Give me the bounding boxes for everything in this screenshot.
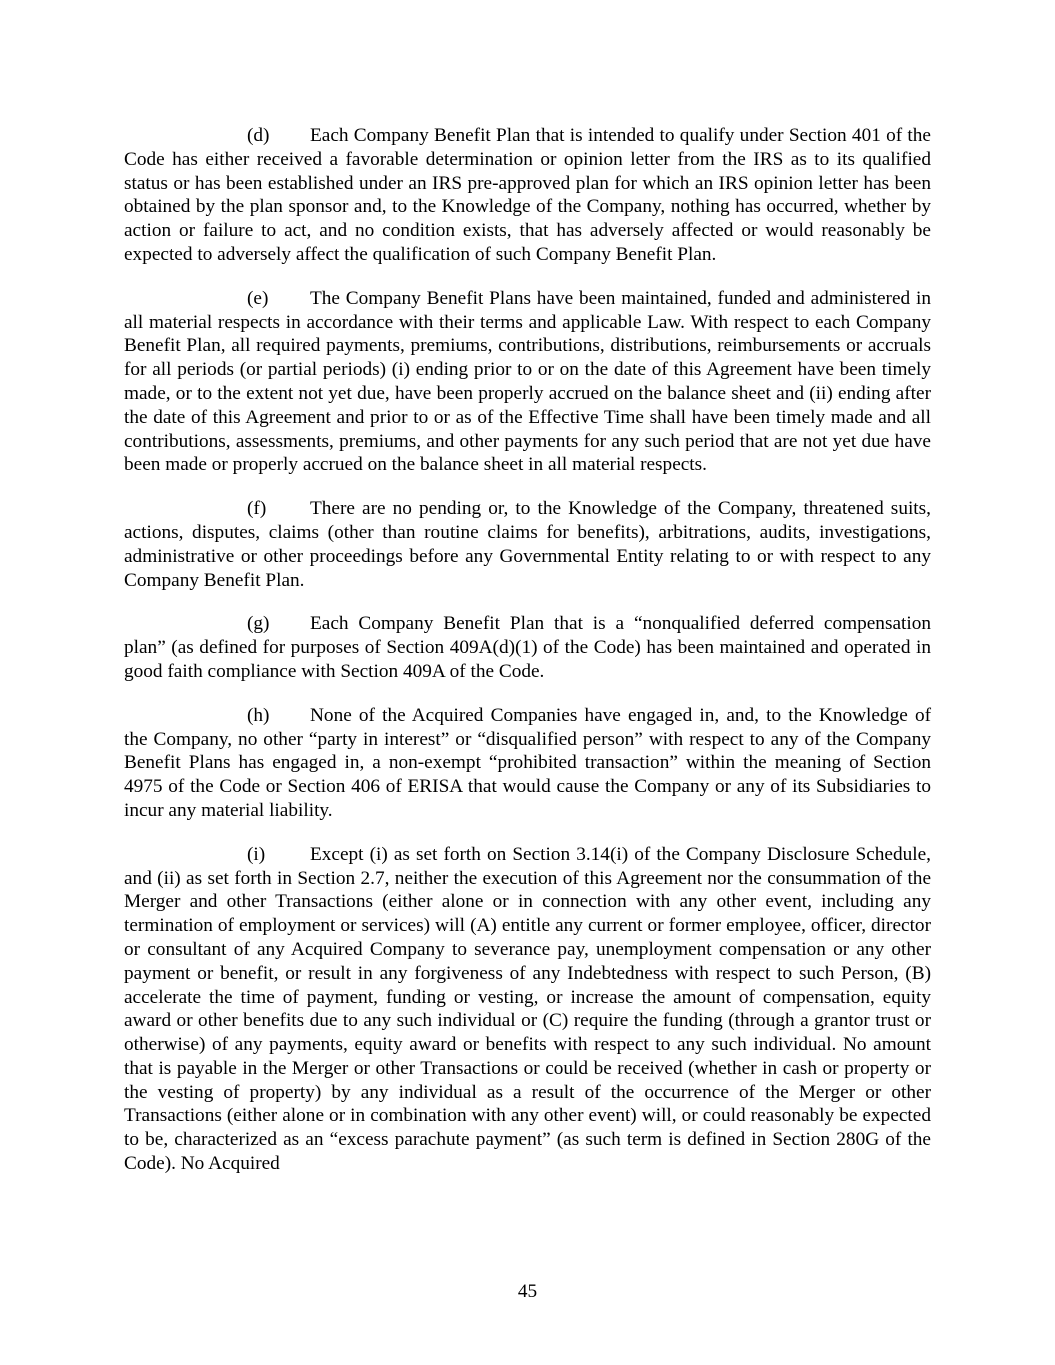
paragraph-label: (f)	[247, 498, 267, 520]
paragraph-label: (d)	[247, 125, 270, 146]
document-body	[124, 124, 931, 1196]
paragraph-label: (e)	[247, 287, 269, 309]
paragraph-label: (h)	[247, 704, 270, 726]
paragraph-f	[124, 497, 931, 592]
paragraph-label: (g)	[247, 613, 270, 635]
paragraph-text: There are no pending or, to the Knowledge of the Company, threatened suits, actions, disputes, claims (other than routine claims for benefits), arbitrations, audits, investigations, administrative or other proceedings before any Governmental Entity relating to or with respect to any Company Benefit Plan.	[124, 498, 931, 591]
paragraph-e	[124, 287, 931, 477]
page-number: 45	[517, 1281, 538, 1302]
paragraph-h	[124, 704, 931, 823]
paragraph-text: Each Company Benefit Plan that is intended to qualify under Section 401 of the Code has either received a favorable determination or opinion letter from the IRS as to its qualified status or has been established under an IRS pre-approved plan for which an IRS opinion letter has been obtained by the plan sponsor and, to the Knowledge of the Company, nothing has occurred, whether by action or failure to act, and no condition exists, that has adversely affected or would reasonably be expected to adversely affect the qualification of such Company Benefit Plan.	[124, 125, 931, 265]
paragraph-text: Each Company Benefit Plan that is a “nonqualified deferred compensation plan” (as defined for purposes of Section 409A(d)(1) of the Code) has been maintained and operated in good faith compliance with Section 409A of the Code.	[124, 613, 931, 682]
paragraph-i	[124, 843, 931, 1176]
paragraph-d	[124, 124, 931, 267]
paragraph-text: Except (i) as set forth on Section 3.14(i) of the Company Disclosure Schedule, and (ii) as set forth in Section 2.7, neither the execution of this Agreement nor the consummation of the Merger and other Transactions (either alone or in connection with any other event, including any termination of employment or services) will (A) entitle any current or former employee, officer, director or consultant of any Acquired Company to severance pay, unemployment compensation or any other payment or benefit, or result in any forgiveness of any Indebtedness with respect to such Person, (B) accelerate the time of payment, funding or vesting, or increase the amount of compensation, equity award or other benefits due to any such individual or (C) require the funding (through a grantor trust or otherwise) of any payments, equity award or benefits with respect to any such individual. No amount that is payable in the Merger or other Transactions or could be received (whether in cash or property or the vesting of property) by any individual as a result of the occurrence of the Merger or other Transactions (either alone or in combination with any other event) will, or could reasonably be expected to be, characterized as an “excess parachute payment” (as such term is defined in Section 280G of the Code). No Acquired	[124, 843, 931, 1175]
paragraph-text: The Company Benefit Plans have been maintained, funded and administered in all material respects in accordance with their terms and applicable Law. With respect to each Company Benefit Plan, all required payments, premiums, contributions, distributions, reimbursements or accruals for all periods (or partial periods) (i) ending prior to or on the date of this Agreement have been timely made, or to the extent not yet due, have been properly accrued on the balance sheet and (ii) ending after the date of this Agreement and prior to or as of the Effective Time shall have been timely made and all contributions, assessments, premiums, and other payments for any such period that are not yet due have been made or properly accrued on the balance sheet in all material respects.	[124, 287, 931, 476]
paragraph-g	[124, 612, 931, 683]
paragraph-text: None of the Acquired Companies have engaged in, and, to the Knowledge of the Company, no other “party in interest” or “disqualified person” with respect to any of the Company Benefit Plans has engaged in, a non-exempt “prohibited transaction” within the meaning of Section 4975 of the Code or Section 406 of ERISA that would cause the Company or any of its Subsidiaries to incur any material liability.	[124, 704, 931, 821]
paragraph-label: (i)	[247, 843, 266, 865]
